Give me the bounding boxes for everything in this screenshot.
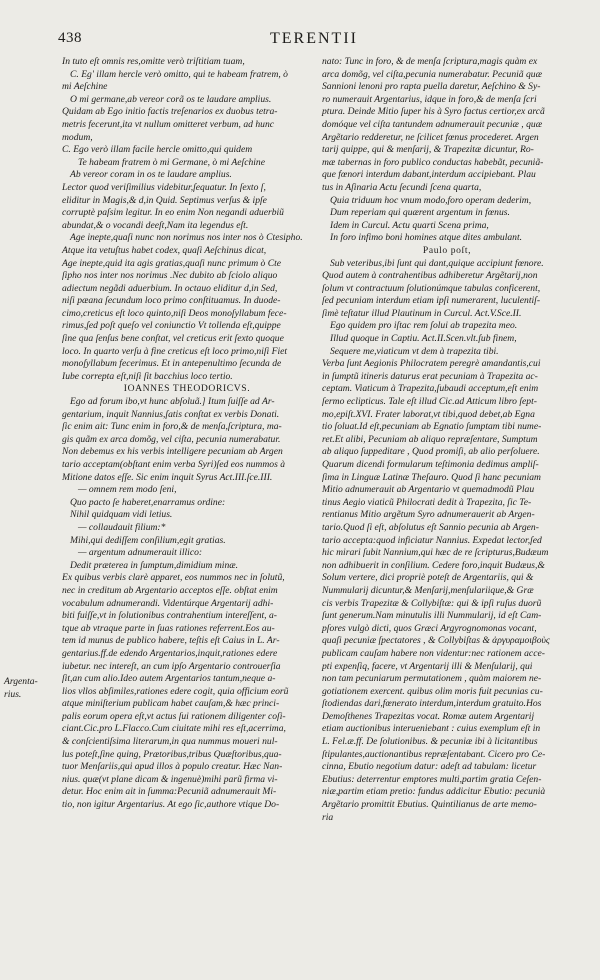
- text-line: cis verbis Trapezitæ & Collybiſtæ: qui & ipſi ruſus duorũ: [322, 597, 542, 609]
- text-line: hic mirari ſubit Nannium,qui hæc de re ſcripturus,Budæum: [322, 547, 549, 559]
- text-line: Sequere me,viaticum vt dem à trapezita tibi.: [330, 345, 499, 357]
- text-line: mo,epiſt.XVI. Frater laborat,vt tibi,quod debet,ab Egna: [322, 408, 535, 420]
- text-line: Solum vertere, dici propriè poteſt de Argentariis, qui &: [322, 572, 534, 584]
- text-line: in ſumptũ itineris daturus erat pecuniam à Trapezita ac-: [322, 370, 538, 382]
- text-line: Ebutius: deterrentur emptores multi,partim gratia Ceſen-: [322, 773, 542, 785]
- text-line: iubetur. nec intereſt, an cum ipſo Argentario controuerſia: [62, 660, 281, 672]
- text-line: ſipho nos inter nos norimus .Nec dubito ab ſciolo aliquo: [62, 270, 278, 282]
- margin-note: [4, 676, 52, 701]
- text-line: nius. quæ(vt plane dicam & ingenuè)mihi parũ firma vi-: [62, 773, 278, 785]
- text-line: Lector quod veriſimilius videbitur,ſequatur. In ſexto ſ,: [62, 181, 266, 193]
- text-line: mi Aeſchine: [62, 81, 108, 93]
- text-line: ciant.Cic.pro L.Flacco.Cum ciuitate mihi res eſt,acerrima,: [62, 723, 286, 735]
- text-line: abundat,& o vocandi deeſt,Nam ita legendus eſt.: [62, 219, 249, 231]
- text-line: arca domõg, vel ciſta,pecunia numerabatur. Pecuniã quæ: [322, 68, 542, 80]
- text-line: tio, non igitur Argentarius. At ego ſic,authore vtique Do-: [62, 799, 280, 811]
- text-line: biti fuiſſe,vt in ſolutionibus contrahentium intereſſent, a-: [62, 610, 277, 622]
- right-column: [322, 56, 572, 824]
- page-number: 438: [58, 30, 82, 46]
- text-line: Ego ad forum ibo,vt hunc abſoluã.] Itum ſuiſſe ad Ar-: [70, 396, 275, 408]
- text-line: C. Eg' illam hercle verò omitto, qui te habeam fratrem, ò: [70, 68, 288, 80]
- text-line: In foro infimo boni homines atque dites ambulant.: [330, 232, 523, 244]
- left-column: [62, 56, 312, 824]
- text-line: IOANNES THEODORICVS.: [123, 383, 251, 395]
- text-line: gentarium, inquit Nannius,ſatis conſtat ex verbis Donati.: [62, 408, 280, 420]
- text-line: lus poteſt,ſine quing, Prætoribus,tribus Quæſtoribus,qua-: [62, 748, 282, 760]
- text-line: Sannioni lenoni pro rapta puella daretur, Aeſchino & Sy-: [322, 81, 541, 93]
- text-line: tinus Aegio viaticũ Philocrati dedit à Trapezita, ſic Te-: [322, 496, 532, 508]
- text-line: Dedit præterea in ſumptum,dimidium minæ.: [70, 559, 239, 571]
- text-line: nato: Tunc in foro, & de menſa ſcriptura,magis quàm ex: [322, 56, 538, 67]
- text-line: Quidam ab Ego initio factis treſenarios ex duobus tetra-: [62, 106, 278, 118]
- text-line: Paulo poſt,: [422, 244, 472, 256]
- text-line: monoſyllabum fecerimus. Et in antepenultimo ſecunda de: [62, 358, 282, 370]
- text-line: Argẽtario redderetur, ne ſcilicet fœnus procederet. Argen: [322, 131, 539, 143]
- text-line: In tuto eſt omnis res,omitte verò triſtitiam tuam,: [62, 56, 245, 67]
- text-line: Age inepte,quaſi nunc non norimus nos inter nos ò Ctesipho.: [70, 232, 303, 244]
- text-line: Nummularij dicuntur,& Menſarij,menſulariique,& Græ: [322, 584, 534, 596]
- text-line: Demoſthenes Trapezitas vocat. Romæ autem Argentarij: [322, 710, 535, 722]
- text-line: Ego quidem pro iſtac rem ſolui ab trapezita meo.: [330, 320, 518, 332]
- text-line: Iube correpta eſt,niſi ſit bacchius loco tertio.: [62, 370, 233, 382]
- text-line: ſermo eclipticus. Tale eſt illud Cic.ad Atticum libro ſept-: [322, 396, 537, 408]
- text-line: pſores vulgò dicti, quos Græci Argyrognomonas vocant,: [322, 622, 537, 634]
- text-line: ſit,an cum alio.Ideo autem Argentarios tantum,neque a-: [62, 673, 276, 685]
- text-line: ſine qua ſenſus bene conſtat, vel creticus erit ſexto quoque: [62, 333, 284, 345]
- text-line: & conſcientiſsima literarum,in qua nummus moueri nul-: [62, 736, 278, 748]
- text-line: cimo,creticus eſt loco quinto,niſi Deos monoſyllabum fece-: [62, 307, 287, 319]
- text-line: pti expenſiq, facere, vt Argentarij illi & Menſularij, qui: [322, 660, 533, 672]
- text-line: tus in Aſinaria Actu ſecundi ſcena quarta,: [322, 181, 482, 193]
- text-line: nec in creditum ab Argentario acceptos eſſe. obſtat enim: [62, 584, 278, 596]
- text-line: metris fecerunt,ita vt nullum omitteret verbum, ad hunc: [62, 118, 274, 130]
- text-line: niſi pæana ſecundum loco primo conſtituamus. In duode-: [62, 295, 281, 307]
- text-line: non tam pecuniarum permutationem , quàm maiorem ne-: [322, 673, 542, 685]
- text-line: rentianus Mitio argẽtum Syro adnumerauerit ab Argen-: [322, 509, 535, 521]
- text-line: — omnem rem modo ſeni,: [78, 484, 177, 496]
- text-line: niæ,partim etiam pretio: fundus addicitur Ebutio: pecunià: [322, 786, 546, 798]
- text-line: corruptè paſsim legitur. In eo enim Non negandi aduerbiũ: [62, 207, 284, 219]
- text-line: ſic enim ait: Tunc enim in foro,& de menſa,ſcriptura, ma-: [62, 421, 282, 433]
- text-line: etiam auctionibus interueniebant : cuius exemplum eſt in: [322, 723, 541, 735]
- text-line: Mihi,qui dediſſem conſilium,egit gratias.: [70, 534, 226, 546]
- text-line: domóque vel ciſta tantundem adnumerauit pecuniæ , quæ: [322, 118, 543, 130]
- text-line: detur. Hoc enim ait in ſumma:Pecuniã adnumerauit Mi-: [62, 786, 277, 798]
- text-line: Quarum dicendi formularum teſtimonia dedimus ampliſ-: [322, 459, 539, 470]
- text-line: adiectum negãdi aduerbium. In octauo eliditur d,in Sed,: [62, 282, 278, 294]
- text-line: Quia triduum hoc vnum modo,foro operam dederim,: [330, 194, 532, 206]
- text-line: palis eorum opera eſt,vt actus ſui rationem diligenter coſi-: [62, 710, 286, 722]
- text-line: Te habeam fratrem ò mi Germane, ò mi Aeſchine: [78, 156, 265, 168]
- text-line: rimus,ſed poſt queſo vel coniunctio Vt tollenda eſt,quippe: [62, 320, 281, 332]
- text-columns: [62, 56, 582, 824]
- text-line: Ab vereor coram in os te laudare amplius.: [70, 169, 232, 181]
- text-line: lios vllos abſimiles,rationes edere cogit, quia officium eorũ: [62, 685, 289, 697]
- text-line: Dum reperiam qui quærent argentum in fœnus.: [330, 207, 510, 219]
- text-line: Age inepte,quid ita agis gratias,quaſi nunc primum ò Cte: [62, 257, 282, 269]
- text-line: Illud quoque in Captiu. Act.II.Scen.vlt.ſub finem,: [330, 333, 517, 345]
- text-line: vocabulum adnumerandi. Videntúrque Argentarij adhi-: [62, 597, 274, 609]
- text-line: — argentum adnumerauit illico:: [78, 547, 203, 559]
- text-line: gis quãm ex arca domõg, vel ciſta, pecunia numerabatur.: [62, 433, 281, 445]
- text-line: tario accepta:quod inficiatur Nannius. Expedat lector,ſed: [322, 534, 542, 546]
- text-line: L. Fel.æ.ff. De ſolutionibus. & pecuniæ ibi à licitantibus: [322, 736, 538, 748]
- text-line: Quod autem à contrahentibus adhiberetur Argẽtarij,non: [322, 270, 538, 282]
- text-line: O mi germane,ab vereor corã os te laudare amplius.: [70, 93, 272, 105]
- text-line: cinna, Ebutio negotium datur: adeſt ad tabulam: licetur: [322, 761, 537, 773]
- text-line: que fœnori interdum dabant,interdum accipiebant. Plau: [322, 169, 536, 181]
- margin-note-line: rius.: [4, 688, 22, 700]
- text-line: tuor Menſariis,qui apud illos à populo creatur. Hæc Nan-: [62, 761, 283, 773]
- text-line: Sub veteribus,ibi ſunt qui dant,quique accipiunt fœnore.: [330, 257, 544, 269]
- text-line: tque ab vtraque parte in ſuas rationes referrent.Eos au-: [62, 622, 275, 634]
- text-line: loco. In quarto verſu à fine creticus eſt loco primo,niſi Fiet: [62, 345, 288, 357]
- text-line: Atque ita vetuſtus habet codex, quaſi Aeſchinus dicat,: [62, 244, 267, 256]
- running-title: TERENTII: [270, 30, 358, 47]
- text-line: Non debemus ex his verbis intelligere pecuniam ab Argen: [62, 446, 283, 458]
- text-line: Verba ſunt Aegionis Philocratem peregrè amandantis,cui: [322, 358, 541, 370]
- text-line: modum,: [62, 131, 93, 143]
- text-line: eliditur in Magis,& d,in Quid. Septimus verſus & ipſe: [62, 194, 267, 206]
- text-line: tio ſoluat.Id eſt,pecuniam ab Egnatio ſumptam tibi nume-: [322, 421, 542, 433]
- text-line: ſima in Linguæ Latinæ Theſauro. Quod ſi hanc pecuniam: [322, 471, 541, 483]
- text-line: C. Ego verò illam facile hercle omitto,qui quidem: [62, 144, 253, 156]
- text-line: publicam cauſam habere non videntur:nec rationem acce-: [322, 647, 545, 659]
- text-line: mæ tabernas in foro publico conductas habebãt, pecuniã-: [322, 156, 544, 168]
- text-line: tario.Quod ſi eſt, abſolutus eſt Sannio pecunia ab Argen-: [322, 521, 539, 533]
- text-line: ptura. Deinde Mitio ſuper his à Syro factus certior,ex arcã: [322, 106, 545, 118]
- page-header: [58, 30, 582, 50]
- text-line: ria: [322, 811, 334, 823]
- text-line: ab aliquo ſuppeditare , Quod promiſi, ab alio perſoluere.: [322, 446, 540, 458]
- text-line: Nihil quidquam vidi letius.: [70, 509, 173, 521]
- text-line: gentarius.ff.de edendo Argentarios,inquit,rationes edere: [62, 647, 278, 659]
- text-line: non adhibuerit in conſilium. Cedere foro,inquit Budæus,&: [322, 559, 545, 571]
- text-line: Ex quibus verbis clarè apparet, eos nummos nec in ſolutũ,: [62, 572, 285, 584]
- text-line: tem id munus de publico habere, teſtis eſt Caius in L. Ar-: [62, 635, 280, 647]
- text-line: Mitio adnumerauit ab Argentario vt quemadmodũ Plau: [322, 484, 535, 496]
- text-line: quaſi pecuniæ ſpectatores , & Collybiſtas & ἀργυραμοιβοὺς: [322, 635, 550, 647]
- text-line: tario acceptam(obſtant enim verba Syri)ſed eos nummos à: [62, 459, 286, 470]
- text-line: Quo pacto ſe haberet,enarramus ordine:: [70, 496, 226, 508]
- text-line: ſunt generum.Nam minutulis illi Nummularij, id eſt Cam-: [322, 610, 542, 622]
- text-line: ſimè teſtatur illud Plautinum in Curcul. Act.V.Sce.II.: [322, 307, 522, 319]
- text-line: Idem in Curcul. Actu quarti Scena prima,: [330, 219, 489, 231]
- text-line: ceptam. Viaticum à Trapezita,ſubaudi acceptum,eſt enim: [322, 383, 539, 395]
- text-line: atque miniſterium publicam habet cauſam,& hæc princi-: [62, 698, 280, 710]
- margin-note-line: Argenta-: [4, 676, 38, 687]
- text-line: Mitione datos eſſe. Sic enim inquit Syrus Act.III.ſce.III.: [62, 471, 273, 483]
- text-line: ret.Et alibi, Pecuniam ab aliquo repræſentare, Sumptum: [322, 433, 538, 445]
- text-line: Argẽtario promittit Ebutius. Quintilianus de arte memo-: [322, 799, 537, 811]
- text-line: ſed pecuniam interdum etiam ipſi numerarent, luculentiſ-: [322, 295, 541, 307]
- text-line: ſtipulantes,auctionantibus repræſentabant. Cicero pro Ce-: [322, 748, 546, 760]
- text-line: ſtodiendas dari,fœnerato interdum,interdum gratuito.Hos: [322, 698, 542, 710]
- text-line: ſolum vt contractuum ſolutionúmque tabulas conficerent,: [322, 282, 541, 294]
- text-line: — collaudauit filium:*: [78, 521, 166, 533]
- text-line: tarij quippe, qui & menſarij, & Trapezitæ dicuntur, Ro-: [322, 144, 534, 156]
- text-line: ro numerauit Argentarius, idque in foro,& de menſa ſcri: [322, 93, 537, 105]
- text-line: gotiationem exercent. quibus olim moris fuit pecunias cu-: [322, 685, 543, 697]
